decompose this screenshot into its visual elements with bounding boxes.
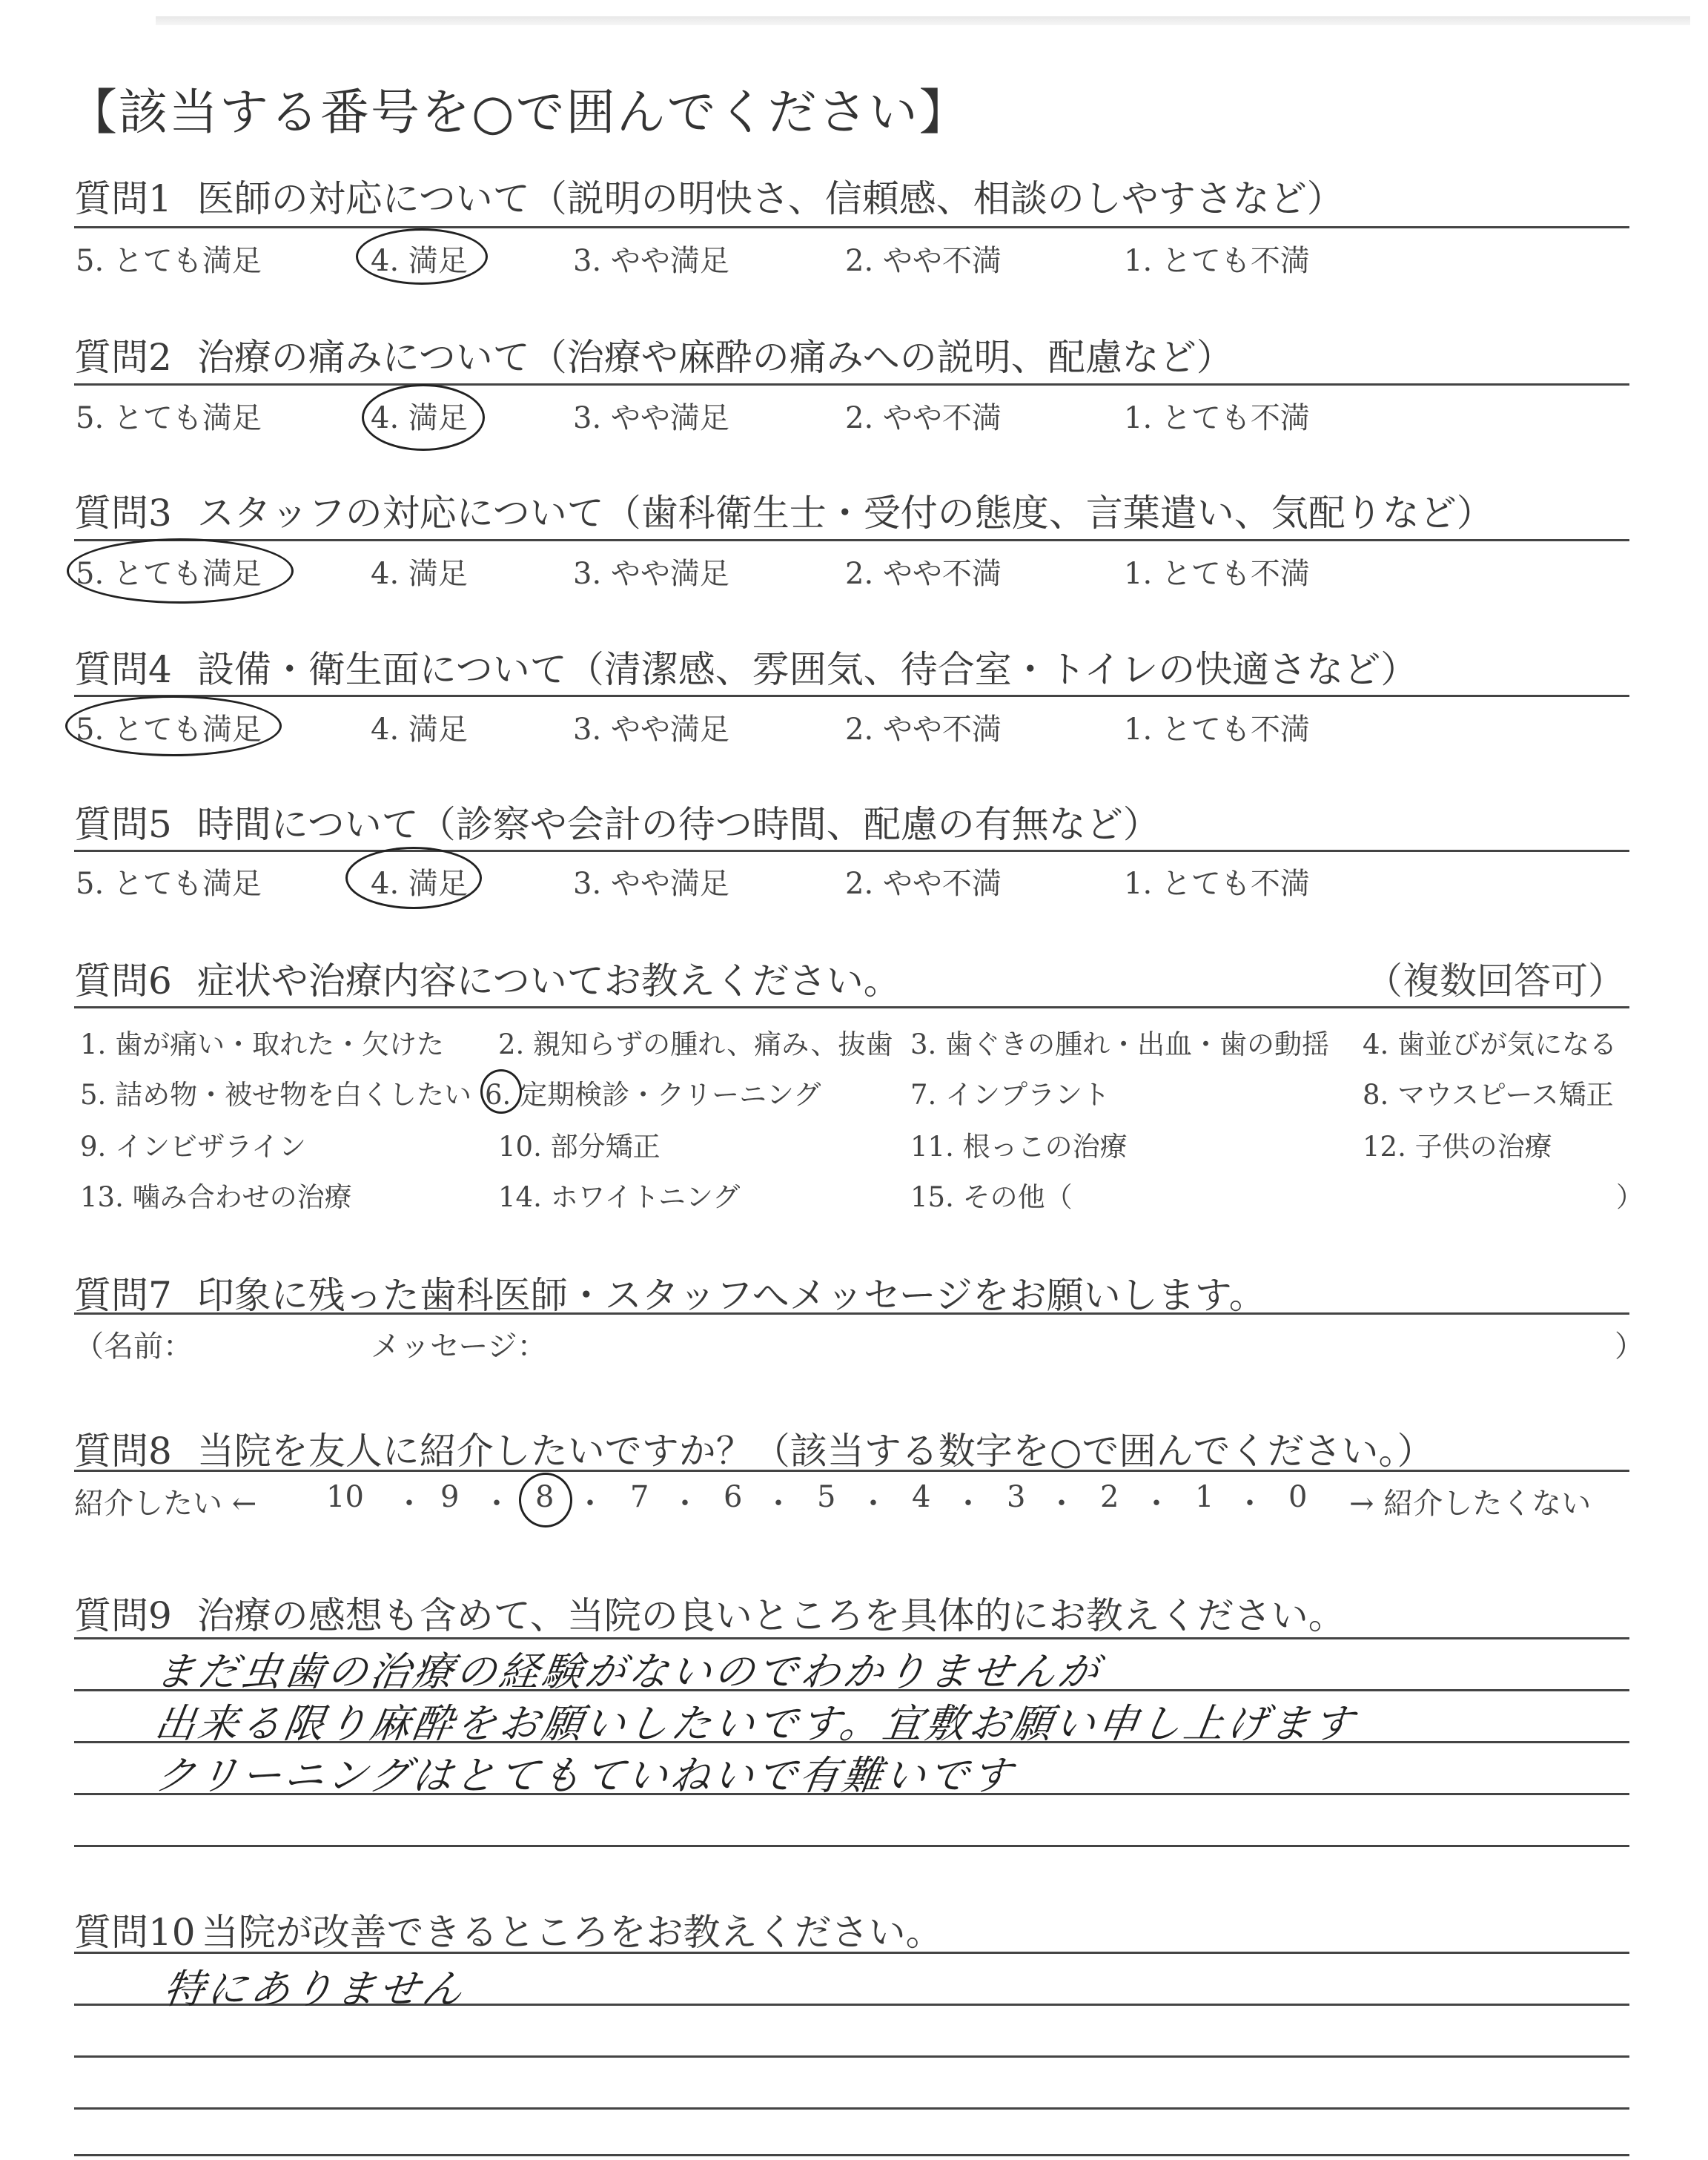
question-number: 質問6 — [74, 960, 172, 1003]
q6-option-9[interactable]: 9. インビザライン — [80, 1131, 306, 1163]
question-number: 質問8 — [74, 1430, 172, 1473]
message-label: メッセージ： — [371, 1330, 547, 1364]
message-close: ） — [1615, 1330, 1644, 1364]
q4-option-2[interactable]: 2. やや不満 — [845, 713, 1002, 747]
question-10-title — [74, 1903, 943, 1956]
page-header: 【該当する番号を○で囲んでください】 — [68, 84, 970, 141]
scale-sep: ・ — [482, 1487, 512, 1521]
question-number: 質問4 — [74, 648, 172, 691]
selection-circle — [67, 538, 294, 604]
selection-circle — [519, 1473, 572, 1527]
scale-9[interactable]: 9 — [440, 1480, 460, 1514]
question-2-title — [74, 328, 1234, 381]
q5-option-1[interactable]: 1. とても不満 — [1124, 867, 1310, 901]
scale-sep: ・ — [575, 1487, 605, 1521]
question-text: スタッフの対応について（歯科衛生士・受付の態度、言葉遣い、気配りなど） — [196, 492, 1494, 535]
answer-line — [74, 1952, 1629, 1954]
q3-option-4[interactable]: 4. 満足 — [371, 557, 468, 591]
q5-option-4[interactable]: 4. 満足 — [371, 867, 468, 901]
question-3-rule — [74, 539, 1629, 541]
scale-sep: ・ — [1142, 1487, 1171, 1521]
question-number: 質問3 — [74, 492, 172, 535]
question-number: 質問1 — [74, 177, 172, 220]
q6-option-6[interactable]: 6. 定期検診・クリーニング — [485, 1079, 821, 1111]
selection-circle — [345, 847, 482, 909]
scale-6[interactable]: 6 — [724, 1480, 743, 1514]
q6-option-15[interactable]: 15. その他（ — [910, 1181, 1073, 1213]
answer-line — [74, 1637, 1629, 1639]
scale-sep: ・ — [1235, 1487, 1265, 1521]
selection-circle — [362, 384, 485, 451]
multiple-answer-note: （複数回答可） — [1366, 960, 1625, 1003]
question-number: 質問9 — [74, 1594, 172, 1637]
q6-option-1[interactable]: 1. 歯が痛い・取れた・欠けた — [80, 1028, 445, 1060]
q3-option-2[interactable]: 2. やや不満 — [845, 557, 1002, 591]
scale-8[interactable]: 8 — [535, 1480, 555, 1514]
scale-4[interactable]: 4 — [912, 1480, 931, 1514]
scale-3[interactable]: 3 — [1007, 1480, 1026, 1514]
question-number: 質問2 — [74, 336, 172, 379]
q6-option-11[interactable]: 11. 根っこの治療 — [910, 1131, 1128, 1163]
q1-option-1[interactable]: 1. とても不満 — [1124, 244, 1310, 278]
question-text: 印象に残った歯科医師・スタッフへメッセージをお願いします。 — [196, 1274, 1266, 1317]
scale-sep: ・ — [1047, 1487, 1076, 1521]
answer-line — [74, 2055, 1629, 2058]
question-1-rule — [74, 226, 1629, 228]
q3-option-5[interactable]: 5. とても満足 — [76, 557, 262, 591]
q1-option-3[interactable]: 3. やや満足 — [573, 244, 729, 278]
q6-option-10[interactable]: 10. 部分矯正 — [498, 1131, 661, 1163]
q2-option-5[interactable]: 5. とても満足 — [76, 401, 262, 435]
question-1-title — [74, 169, 1344, 222]
selection-circle — [356, 228, 488, 285]
question-4-title — [74, 640, 1417, 693]
q6-other-close: ） — [1616, 1181, 1644, 1213]
handwritten-answer-line: 出来る限り麻酔をお願いしたいです。宜敷お願い申し上げます — [152, 1700, 1360, 1747]
question-text: 当院を友人に紹介したいですか？（該当する数字を○で囲んでください。） — [196, 1430, 1434, 1473]
q6-option-14[interactable]: 14. ホワイトニング — [498, 1181, 741, 1213]
q4-option-3[interactable]: 3. やや満足 — [573, 713, 729, 747]
question-2-rule — [74, 383, 1629, 386]
scale-sep: ・ — [858, 1487, 888, 1521]
handwritten-answer-line: クリーニングはとてもていねいで有難いです — [152, 1752, 1018, 1799]
q6-option-7[interactable]: 7. インプラント — [910, 1079, 1110, 1111]
q5-option-3[interactable]: 3. やや満足 — [573, 867, 729, 901]
scale-7[interactable]: 7 — [630, 1480, 649, 1514]
answer-line — [74, 2154, 1629, 2156]
scale-0[interactable]: 0 — [1288, 1480, 1308, 1514]
scale-2[interactable]: 2 — [1100, 1480, 1119, 1514]
question-8-rule — [74, 1470, 1629, 1472]
scale-sep: ・ — [764, 1487, 793, 1521]
answer-line — [74, 1845, 1629, 1847]
q1-option-4[interactable]: 4. 満足 — [371, 244, 468, 278]
q4-option-1[interactable]: 1. とても不満 — [1124, 713, 1310, 747]
question-text: 設備・衛生面について（清潔感、雰囲気、待合室・トイレの快適さなど） — [196, 648, 1418, 691]
q4-option-4[interactable]: 4. 満足 — [371, 713, 468, 747]
selection-circle — [65, 696, 282, 756]
question-number: 質問10 — [74, 1911, 196, 1954]
question-6-rule — [74, 1006, 1629, 1008]
question-number: 質問7 — [74, 1274, 172, 1317]
question-8-title — [74, 1421, 1434, 1475]
scale-5[interactable]: 5 — [817, 1480, 836, 1514]
scan-edge — [156, 16, 1690, 25]
scale-sep: ・ — [670, 1487, 700, 1521]
question-7-rule — [74, 1312, 1629, 1315]
scale-sep: ・ — [953, 1487, 983, 1521]
question-6-title — [74, 951, 901, 1005]
q1-option-5[interactable]: 5. とても満足 — [76, 244, 262, 278]
q3-option-3[interactable]: 3. やや満足 — [573, 557, 729, 591]
question-text: 治療の感想も含めて、当院の良いところを具体的にお教えください。 — [196, 1594, 1345, 1637]
question-9-title — [74, 1586, 1345, 1639]
q6-option-8[interactable]: 8. マウスピース矯正 — [1363, 1079, 1614, 1111]
question-number: 質問5 — [74, 803, 172, 846]
q2-option-2[interactable]: 2. やや不満 — [845, 401, 1002, 435]
selection-circle — [480, 1069, 522, 1114]
question-7-title — [74, 1266, 1266, 1319]
q6-option-2[interactable]: 2. 親知らずの腫れ、痛み、抜歯 — [498, 1028, 893, 1060]
q4-option-5[interactable]: 5. とても満足 — [76, 713, 262, 747]
q6-option-3[interactable]: 3. 歯ぐきの腫れ・出血・歯の動揺 — [910, 1028, 1330, 1060]
q2-option-3[interactable]: 3. やや満足 — [573, 401, 729, 435]
scale-10[interactable]: 10 — [326, 1480, 364, 1514]
question-text: 症状や治療内容についてお教えください。 — [196, 960, 901, 1003]
question-4-rule — [74, 695, 1629, 697]
q6-option-5[interactable]: 5. 詰め物・被せ物を白くしたい — [80, 1079, 472, 1111]
q2-option-4[interactable]: 4. 満足 — [371, 401, 468, 435]
q1-option-2[interactable]: 2. やや不満 — [845, 244, 1002, 278]
recommend-left-label: 紹介したい ← — [74, 1487, 257, 1521]
handwritten-answer-line: 特にありません — [161, 1966, 469, 2012]
q5-option-5[interactable]: 5. とても満足 — [76, 867, 262, 901]
q6-option-4[interactable]: 4. 歯並びが気になる — [1363, 1028, 1618, 1060]
q6-option-12[interactable]: 12. 子供の治療 — [1363, 1131, 1552, 1163]
q3-option-1[interactable]: 1. とても不満 — [1124, 557, 1310, 591]
recommend-right-label: → 紹介したくない — [1349, 1487, 1592, 1521]
scale-sep: ・ — [394, 1487, 424, 1521]
question-3-title — [74, 483, 1494, 537]
question-5-title — [74, 795, 1160, 848]
q2-option-1[interactable]: 1. とても不満 — [1124, 401, 1310, 435]
question-text: 当院が改善できるところをお教えください。 — [201, 1911, 943, 1954]
q6-option-13[interactable]: 13. 噛み合わせの治療 — [80, 1181, 352, 1213]
name-label: （名前： — [74, 1330, 193, 1364]
question-text: 時間について（診察や会計の待つ時間、配慮の有無など） — [196, 803, 1160, 846]
q5-option-2[interactable]: 2. やや不満 — [845, 867, 1002, 901]
scale-1[interactable]: 1 — [1195, 1480, 1214, 1514]
question-5-rule — [74, 850, 1629, 852]
question-text: 治療の痛みについて（治療や麻酔の痛みへの説明、配慮など） — [196, 336, 1234, 379]
answer-line — [74, 2107, 1629, 2110]
handwritten-answer-line: まだ虫歯の治療の経験がないのでわかりませんが — [152, 1648, 1105, 1695]
question-text: 医師の対応について（説明の明快さ、信頼感、相談のしやすさなど） — [196, 177, 1344, 220]
